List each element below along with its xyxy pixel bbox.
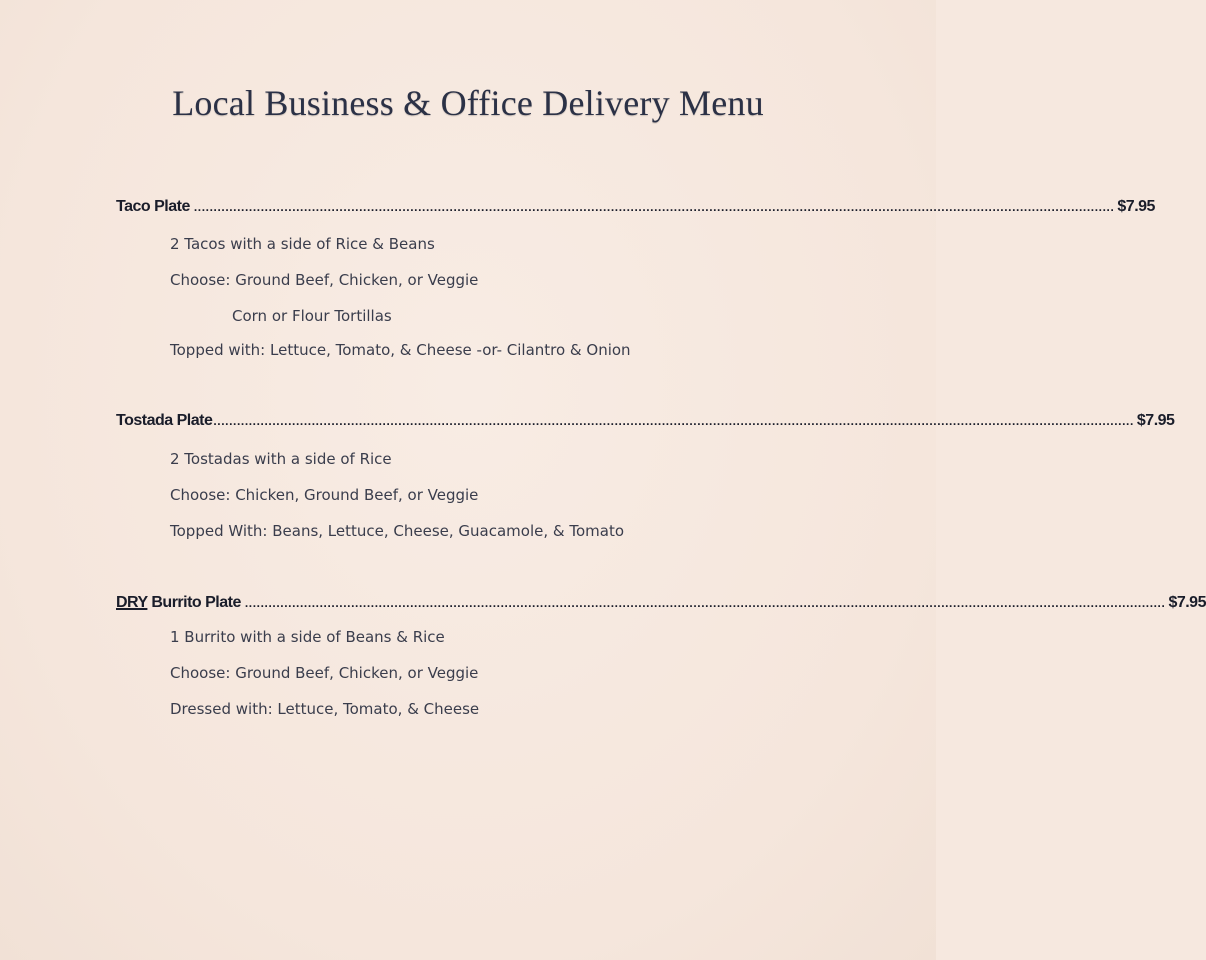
menu-item-taco-plate (116, 198, 1155, 216)
item-name: Tostada Plate (116, 412, 213, 429)
dot-leader: .......................................................................................................................................................................................................................................... (244, 596, 1166, 610)
item-name-prefix: DRY (116, 594, 148, 611)
item-description: 2 Tacos with a side of Rice & Beans (170, 235, 435, 253)
item-description: Corn or Flour Tortillas (232, 307, 392, 325)
item-name-wrapper (116, 594, 241, 612)
menu-item-tostada-plate (116, 412, 1175, 430)
item-description: Topped with: Lettuce, Tomato, & Cheese -or- Cilantro & Onion (170, 341, 631, 359)
item-description: Topped With: Beans, Lettuce, Cheese, Guacamole, & Tomato (170, 522, 625, 540)
item-price: $7.95 (1136, 412, 1175, 429)
dot-leader: .......................................................................................................................................................................................................................................... (193, 200, 1115, 214)
menu-item-burrito-plate (116, 594, 1206, 612)
item-name: Taco Plate (116, 198, 190, 215)
item-description: Choose: Ground Beef, Chicken, or Veggie (170, 664, 479, 682)
dot-leader: .......................................................................................................................................................................................................................................... (213, 414, 1134, 428)
item-description: 2 Tostadas with a side of Rice (170, 450, 392, 468)
item-name: Burrito Plate (151, 594, 241, 611)
item-description: Choose: Chicken, Ground Beef, or Veggie (170, 486, 479, 504)
menu-title: Local Business & Office Delivery Menu (172, 83, 764, 123)
item-description: 1 Burrito with a side of Beans & Rice (170, 628, 445, 646)
item-description: Choose: Ground Beef, Chicken, or Veggie (170, 271, 479, 289)
item-price: $7.95 (1168, 594, 1206, 611)
item-price: $7.95 (1117, 198, 1155, 215)
item-description: Dressed with: Lettuce, Tomato, & Cheese (170, 700, 480, 718)
